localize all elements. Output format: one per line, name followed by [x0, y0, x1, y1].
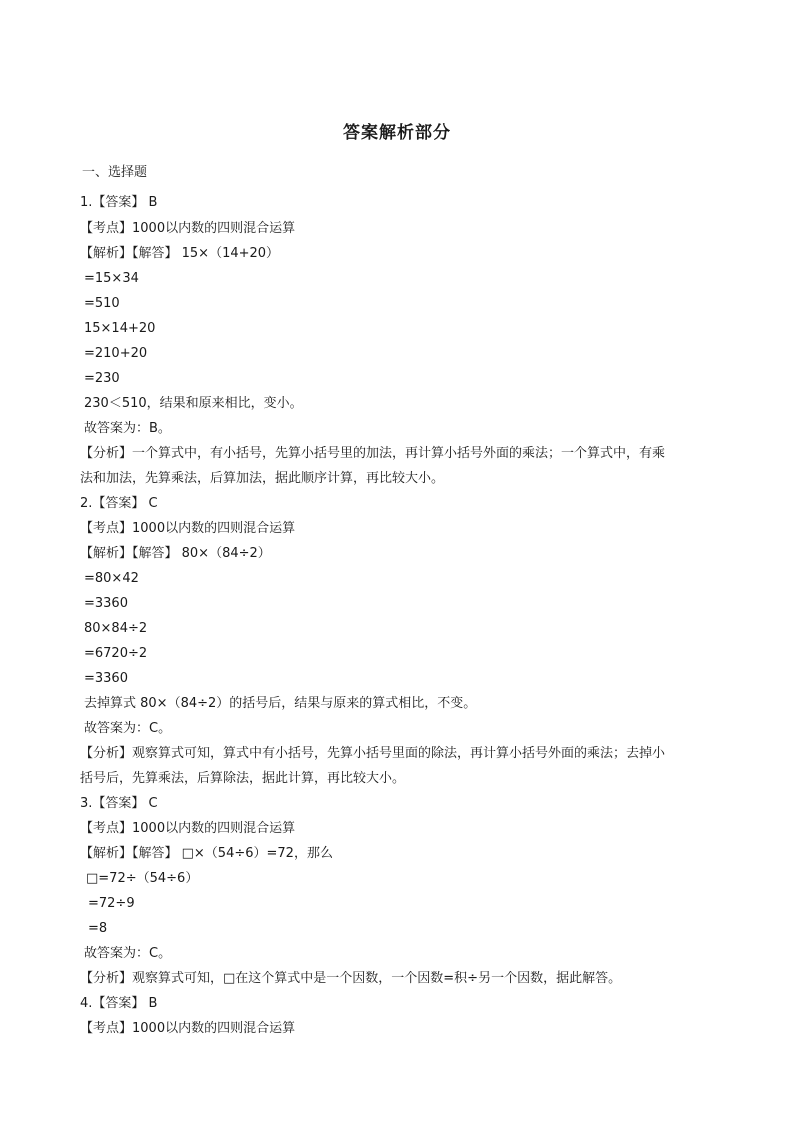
- text-line: 2.【答案】 C: [80, 496, 158, 511]
- text-line: 230＜510，结果和原来相比，变小。: [84, 396, 303, 411]
- text-line: =72÷9: [88, 896, 135, 911]
- text-line: =230: [84, 371, 120, 386]
- text-line: 【分析】观察算式可知，□在这个算式中是一个因数，一个因数=积÷另一个因数，据此解答。: [80, 971, 622, 986]
- text-line: 【考点】1000以内数的四则混合运算: [80, 221, 296, 236]
- text-line: 15×14+20: [84, 321, 156, 336]
- text-line: =80×42: [84, 571, 139, 586]
- text-line: 4.【答案】 B: [80, 996, 158, 1011]
- text-line: 【解析】【解答】 80×（84÷2）: [80, 546, 271, 561]
- text-line: 【解析】【解答】 □×（54÷6）=72，那么: [80, 846, 333, 861]
- text-line: 故答案为：C。: [84, 946, 172, 961]
- text-line: 故答案为：B。: [84, 421, 171, 436]
- text-line: 括号后，先算乘法，后算除法，据此计算，再比较大小。: [80, 771, 406, 786]
- text-line: 80×84÷2: [84, 621, 148, 636]
- text-line: 3.【答案】 C: [80, 796, 158, 811]
- text-line: =15×34: [84, 271, 139, 286]
- text-line: =510: [84, 296, 120, 311]
- text-line: 【考点】1000以内数的四则混合运算: [80, 821, 296, 836]
- text-line: =3360: [84, 671, 128, 686]
- text-line: =210+20: [84, 346, 148, 361]
- text-line: =8: [88, 921, 108, 936]
- text-line: 【分析】一个算式中，有小括号，先算小括号里的加法，再计算小括号外面的乘法；一个算式中，有乘: [80, 446, 666, 461]
- text-line: 【分析】观察算式可知，算式中有小括号，先算小括号里面的除法，再计算小括号外面的乘法；去掉小: [80, 746, 666, 761]
- page-title: 答案解析部分: [343, 123, 451, 143]
- text-line: =6720÷2: [84, 646, 148, 661]
- text-line: 去掉算式 80×（84÷2）的括号后，结果与原来的算式相比，不变。: [84, 696, 477, 711]
- text-line: =3360: [84, 596, 128, 611]
- text-line: 1.【答案】 B: [80, 195, 158, 210]
- text-line: 法和加法，先算乘法，后算加法，据此顺序计算，再比较大小。: [80, 471, 445, 486]
- section-heading: 一、选择题: [82, 165, 148, 180]
- text-line: 【考点】1000以内数的四则混合运算: [80, 521, 296, 536]
- text-line: 【考点】1000以内数的四则混合运算: [80, 1021, 296, 1036]
- text-line: □=72÷（54÷6）: [86, 871, 199, 886]
- text-line: 【解析】【解答】 15×（14+20）: [80, 246, 280, 261]
- text-line: 故答案为：C。: [84, 721, 172, 736]
